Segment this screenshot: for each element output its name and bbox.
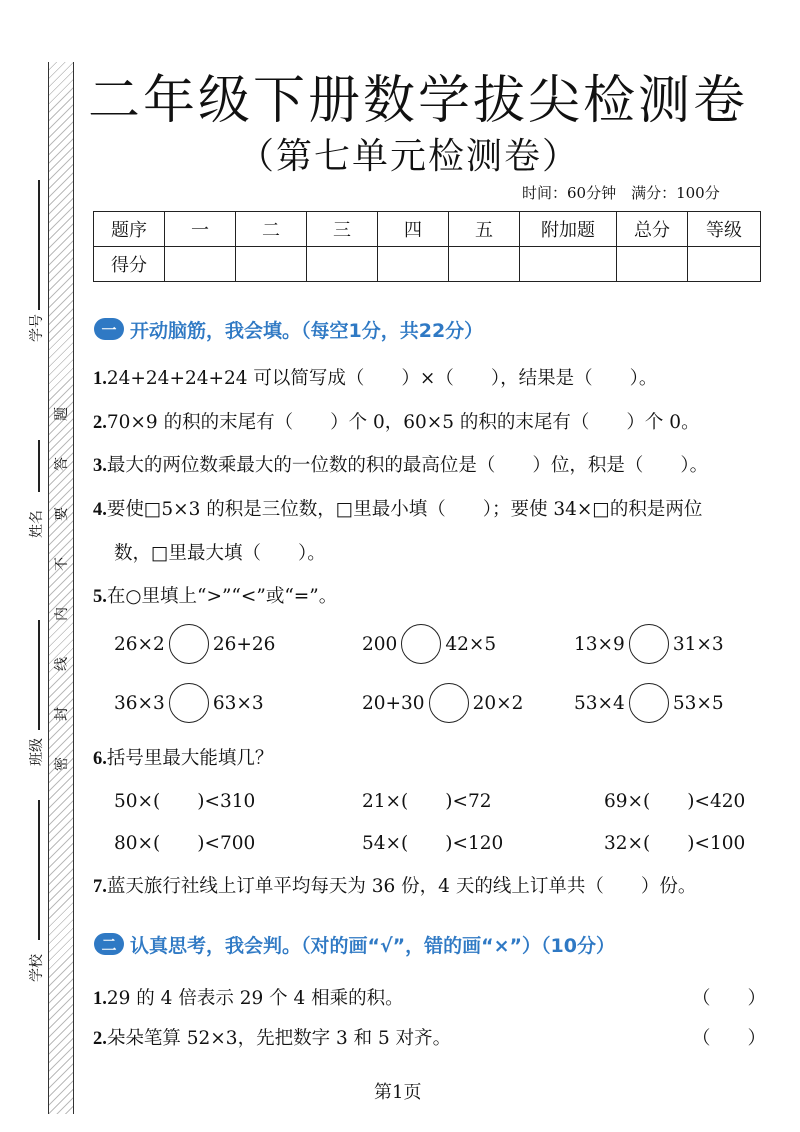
compare-left: 13×9 [574, 633, 625, 655]
question-number: 4. [93, 500, 107, 520]
compare-right: 42×5 [445, 633, 497, 655]
compare-right: 53×5 [672, 692, 724, 714]
question-1-6 [93, 744, 273, 770]
page-title: 二年级下册数学拔尖检测卷 [88, 71, 749, 131]
table-header-cell: 一 [165, 212, 236, 247]
compare-circle[interactable] [629, 683, 669, 723]
score-table [93, 211, 761, 282]
binding-strip [48, 62, 74, 1114]
table-header-cell: 总分 [617, 212, 688, 247]
score-cell[interactable] [520, 247, 617, 282]
score-cell[interactable] [165, 247, 236, 282]
question-1-4-continued: 数，□里最大填（ ）。 [114, 543, 326, 564]
question-text: 29 的 4 倍表示 29 个 4 相乘的积。 [106, 988, 404, 1009]
compare-item [362, 683, 523, 723]
question-text: 最大的两位数乘最大的一位数的积的最高位是（ ）位，积是（ ）。 [106, 455, 709, 476]
seal-char: 答 [54, 457, 70, 471]
section-title: 开动脑筋，我会填。（每空1分，共22分） [130, 319, 484, 342]
seal-char: 封 [54, 707, 70, 721]
compare-item [114, 683, 264, 723]
score-table-header-row [94, 212, 761, 247]
question-1-1 [93, 364, 657, 390]
fill-item[interactable]: 50×( )<310 [114, 791, 256, 812]
compare-right: 20×2 [472, 692, 524, 714]
score-row-label: 得分 [94, 247, 165, 282]
question-number: 1. [93, 369, 107, 389]
score-cell[interactable] [688, 247, 761, 282]
question-2-1 [93, 984, 404, 1010]
question-number: 3. [93, 456, 107, 476]
section-2-header [94, 931, 615, 957]
fill-item[interactable]: 69×( )<420 [604, 791, 746, 812]
seal-char: 要 [54, 507, 70, 521]
question-1-7 [93, 872, 696, 898]
school-line [38, 800, 40, 940]
question-text: 括号里最大能填几？ [106, 748, 274, 769]
compare-circle[interactable] [169, 624, 209, 664]
exam-meta: 时间：60分钟 满分：100分 [522, 184, 720, 202]
table-header-cell: 四 [378, 212, 449, 247]
table-header-cell: 附加题 [520, 212, 617, 247]
table-header-cell: 五 [449, 212, 520, 247]
fill-item[interactable]: 80×( )<700 [114, 833, 256, 854]
section-1-header [94, 316, 483, 342]
table-header-cell: 等级 [688, 212, 761, 247]
question-text: 蓝天旅行社线上订单平均每天为 36 份，4 天的线上订单共（ ）份。 [106, 876, 697, 897]
compare-left: 200 [362, 633, 398, 655]
fill-item[interactable]: 32×( )<100 [604, 833, 746, 854]
question-text: 要使□5×3 的积是三位数，□里最小填（ ）；要使 34×□的积是两位 [106, 499, 703, 520]
compare-item [114, 624, 275, 664]
student-no-label: 学号 [29, 314, 45, 342]
school-label: 学校 [29, 954, 45, 982]
compare-right: 26+26 [212, 633, 276, 655]
compare-item [362, 624, 496, 664]
seal-char: 密 [54, 757, 70, 771]
compare-circle[interactable] [401, 624, 441, 664]
compare-right: 31×3 [672, 633, 724, 655]
compare-left: 20+30 [362, 692, 425, 714]
question-number: 7. [93, 877, 107, 897]
score-table-score-row [94, 247, 761, 282]
question-text: 24+24+24+24 可以简写成（ ）×（ ），结果是（ ）。 [106, 368, 658, 389]
question-1-5 [93, 582, 337, 608]
page-number: 第1页 [374, 1082, 422, 1103]
page-subtitle: （第七单元检测卷） [238, 136, 581, 177]
student-no-line [38, 180, 40, 310]
fill-item[interactable]: 21×( )<72 [362, 791, 492, 812]
compare-left: 53×4 [574, 692, 625, 714]
table-header-cell: 题序 [94, 212, 165, 247]
table-header-cell: 二 [236, 212, 307, 247]
question-number: 1. [93, 989, 107, 1009]
answer-parentheses[interactable]: （ ） [692, 988, 767, 1009]
score-cell[interactable] [378, 247, 449, 282]
question-number: 2. [93, 1029, 107, 1049]
seal-char: 线 [54, 657, 70, 671]
answer-parentheses[interactable]: （ ） [692, 1028, 767, 1049]
question-text: 朵朵笔算 52×3，先把数字 3 和 5 对齐。 [106, 1028, 452, 1049]
question-number: 5. [93, 587, 107, 607]
name-line [38, 440, 40, 492]
question-text: 在○里填上“>”“<”或“=”。 [106, 586, 338, 607]
seal-char: 不 [54, 557, 70, 571]
compare-circle[interactable] [169, 683, 209, 723]
class-label: 班级 [29, 738, 45, 766]
seal-char: 题 [54, 407, 70, 421]
score-cell[interactable] [236, 247, 307, 282]
score-cell[interactable] [307, 247, 378, 282]
name-label: 姓名 [29, 510, 45, 538]
section-title: 认真思考，我会判。（对的画“√”，错的画“×”）（10分） [130, 934, 615, 957]
compare-item [574, 683, 724, 723]
question-1-2 [93, 408, 700, 434]
question-2-2 [93, 1024, 451, 1050]
score-cell[interactable] [449, 247, 520, 282]
compare-circle[interactable] [429, 683, 469, 723]
question-number: 6. [93, 749, 107, 769]
question-1-4 [93, 495, 702, 521]
question-text: 70×9 的积的末尾有（ ）个 0，60×5 的积的末尾有（ ）个 0。 [106, 412, 700, 433]
compare-right: 63×3 [212, 692, 264, 714]
seal-char: 内 [54, 607, 70, 621]
compare-left: 26×2 [114, 633, 165, 655]
score-cell[interactable] [617, 247, 688, 282]
fill-item[interactable]: 54×( )<120 [362, 833, 504, 854]
section-badge: 二 [94, 933, 124, 955]
question-number: 2. [93, 413, 107, 433]
question-1-3 [93, 451, 708, 477]
compare-left: 36×3 [114, 692, 165, 714]
compare-circle[interactable] [629, 624, 669, 664]
section-badge: 一 [94, 318, 124, 340]
table-header-cell: 三 [307, 212, 378, 247]
compare-item [574, 624, 724, 664]
class-line [38, 620, 40, 730]
